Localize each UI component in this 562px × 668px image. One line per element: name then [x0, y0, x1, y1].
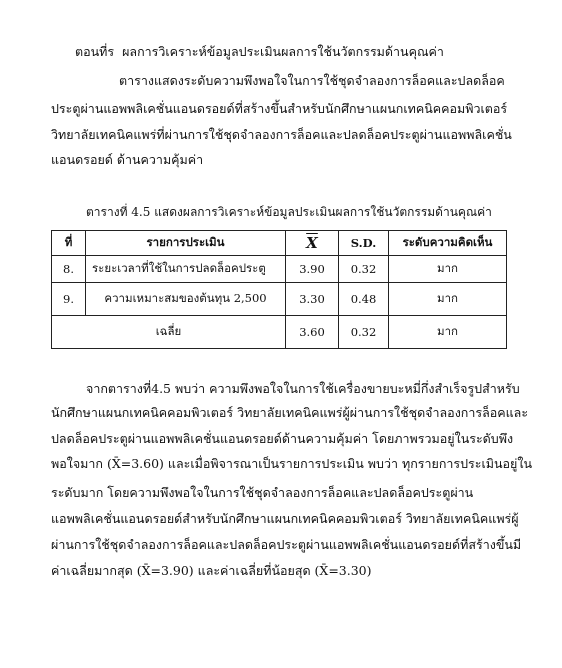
row-mean: 3.30	[286, 283, 339, 316]
row-level: มาก	[389, 283, 507, 316]
conclusion-line-4: พอใจมาก (X̄=3.60) และเมื่อพิจารณาเป็นรายการประเมิน พบว่า ทุกรายการประเมินอยู่ใน	[51, 456, 533, 471]
intro-line-1: ตารางแสดงระดับความพึงพอใจในการใช้ชุดจำลองการล็อคและปลดล็อค	[119, 73, 505, 88]
table-header-row	[52, 231, 507, 256]
conclusion-line-2: นักศึกษาแผนกเทคนิคคอมพิวเตอร์ วิทยาลัยเทคนิคแพร่ผู้ผ่านการใช้ชุดจำลองการล็อคและ	[51, 405, 529, 420]
row-no: 9.	[52, 283, 86, 316]
summary-sd: 0.32	[339, 316, 389, 349]
row-sd: 0.48	[339, 283, 389, 316]
row-mean: 3.90	[286, 256, 339, 283]
header-no: ที่	[52, 231, 86, 256]
row-sd: 0.32	[339, 256, 389, 283]
summary-label: เฉลี่ย	[52, 316, 286, 349]
row-item: ระยะเวลาที่ใช้ในการปลดล็อคประตู	[86, 256, 286, 283]
summary-level: มาก	[389, 316, 507, 349]
intro-line-2: ประตูผ่านแอพพลิเคชั่นแอนดรอยด์ที่สร้างขึ้นสำหรับนักศึกษาแผนกเทคนิคคอมพิวเตอร์	[51, 101, 508, 116]
summary-mean: 3.60	[286, 316, 339, 349]
row-item: ความเหมาะสมของต้นทุน 2,500	[86, 283, 286, 316]
header-mean	[286, 231, 339, 256]
section-heading	[75, 44, 444, 60]
table-summary-row	[52, 316, 507, 349]
row-no: 8.	[52, 256, 86, 283]
intro-line-4: แอนดรอยด์ ด้านความคุ้มค่า	[51, 152, 204, 167]
part-label: ตอนที่ร	[75, 44, 115, 59]
row-level: มาก	[389, 256, 507, 283]
header-item: รายการประเมิน	[86, 231, 286, 256]
part-title: ผลการวิเคราะห์ข้อมูลประเมินผลการใช้นวัตกรรมด้านคุณค่า	[122, 44, 444, 59]
conclusion-line-5: ระดับมาก โดยความพึงพอใจในการใช้ชุดจำลองการล็อคและปลดล็อคประตูผ่าน	[51, 485, 474, 500]
header-sd: S.D.	[339, 231, 389, 256]
conclusion-line-6: แอพพลิเคชั่นแอนดรอยด์สำหรับนักศึกษาแผนกเทคนิคคอมพิวเตอร์ วิทยาลัยเทคนิคแพร่ผู้	[51, 511, 519, 526]
conclusion-line-1: จากตารางที่4.5 พบว่า ความพึงพอใจในการใช้เครื่องขายบะหมี่กึ่งสำเร็จรูปสำหรับ	[86, 381, 520, 396]
table-row	[52, 256, 507, 283]
table-caption: ตารางที่ 4.5 แสดงผลการวิเคราะห์ข้อมูลประเมินผลการใช้นวัตกรรมด้านคุณค่า	[86, 205, 492, 219]
conclusion-line-3: ปลดล็อคประตูผ่านแอพพลิเคชั่นแอนดรอยด์ด้านความคุ้มค่า โดยภาพรวมอยู่ในระดับพึง	[51, 431, 514, 446]
intro-line-3: วิทยาลัยเทคนิคแพร่ที่ผ่านการใช้ชุดจำลองการล็อคและปลดล็อคประตูผ่านแอพพลิเคชั่น	[51, 127, 512, 142]
table-row	[52, 283, 507, 316]
header-level: ระดับความคิดเห็น	[389, 231, 507, 256]
conclusion-line-8: ค่าเฉลี่ยมากสุด (X̄=3.90) และค่าเฉลี่ยที่น้อยสุด (X̄=3.30)	[51, 563, 372, 578]
mean-symbol: $\overline{X}$	[306, 234, 318, 252]
conclusion-line-7: ผ่านการใช้ชุดจำลองการล็อคและปลดล็อคประตูผ่านแอพพลิเคชั่นแอนดรอยด์ที่สร้างขึ้นมี	[51, 537, 522, 552]
evaluation-table	[51, 230, 507, 349]
